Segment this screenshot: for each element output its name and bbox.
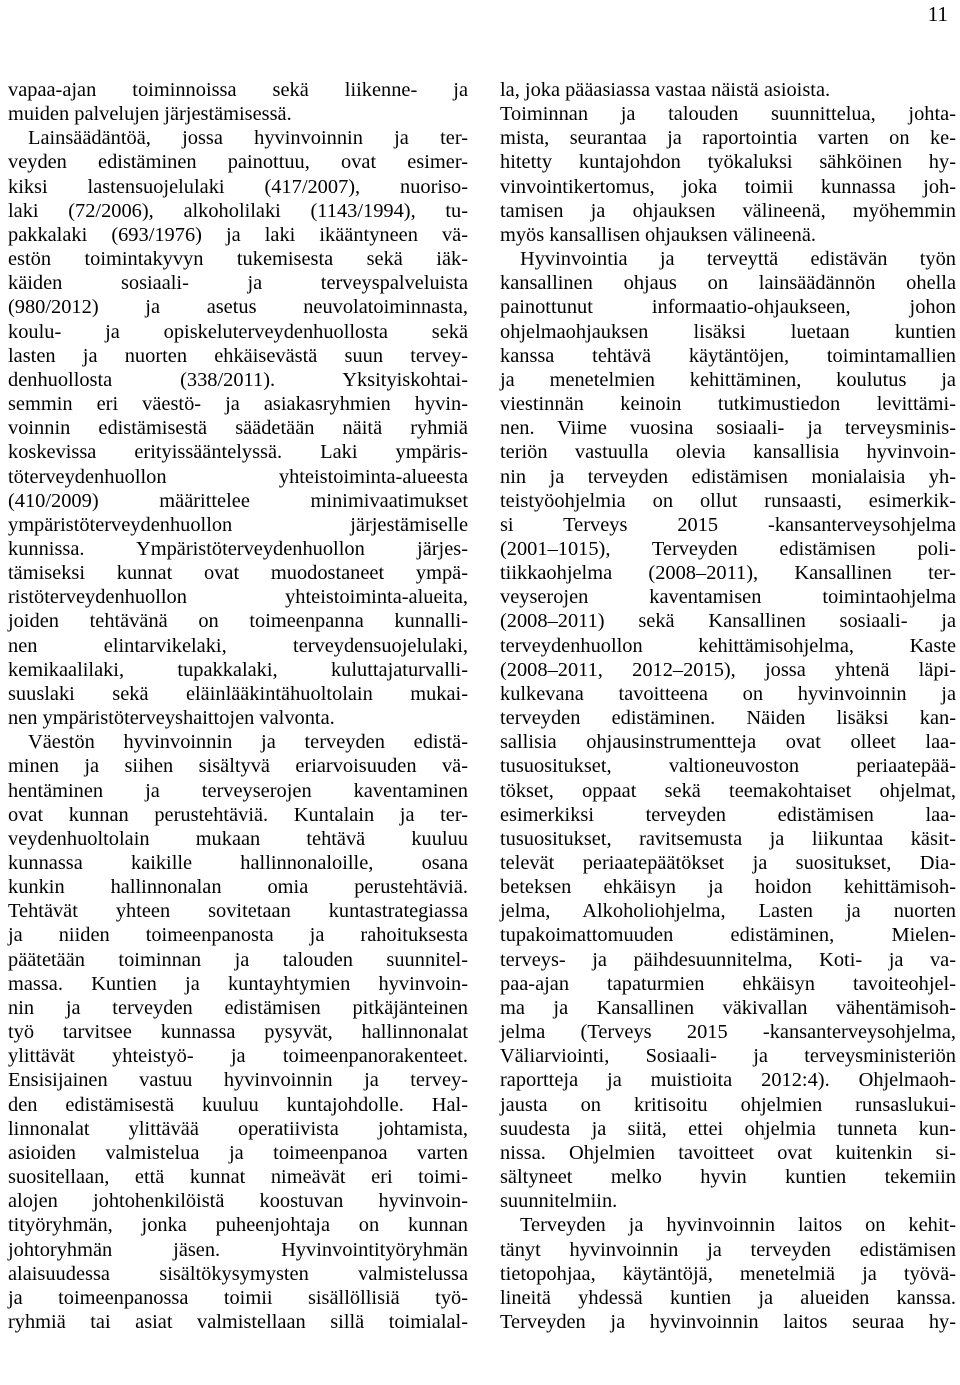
text-line: minen ja siihen sisältyvä eriarvoisuuden vä- — [8, 755, 468, 778]
text-line: paa-ajan tapaturmien ehkäisyn tavoiteohjel- — [500, 972, 956, 995]
text-line: alaisuudessa sisältökysymysten valmistelussa — [8, 1262, 468, 1285]
text-line: terveydenhuollon kehittämisohjelma, Kaste — [500, 634, 956, 657]
text-line: tiikkaohjelma (2008–2011), Kansallinen ter- — [500, 562, 956, 585]
text-line: Ensisijainen vastuu hyvinvoinnin ja tervey- — [8, 1069, 468, 1092]
text-line: kanssa tehtävä käytäntöjen, toimintamallien — [500, 344, 956, 367]
text-line: (2008–2011) sekä Kansallinen sosiaali- ja — [500, 610, 956, 633]
text-line: linnonalat ylittävää operatiivista johtamista, — [8, 1117, 468, 1140]
text-line: tämiseksi kunnat ovat muodostaneet ympä- — [8, 562, 468, 585]
text-line: veydenhuoltolain mukaan tehtävä kuuluu — [8, 827, 468, 850]
text-line: alojen johtohenkilöistä koostuvan hyvinvoin- — [8, 1190, 468, 1213]
text-line: hentäminen ja terveyserojen kaventaminen — [8, 779, 468, 802]
text-line: Lainsäädäntöä, jossa hyvinvoinnin ja ter- — [28, 127, 468, 150]
text-line: terveys- ja päihdesuunnitelma, Koti- ja va- — [500, 948, 956, 971]
text-line: suunnitelmiin. — [500, 1190, 618, 1213]
text-line: kunnissa. Ympäristöterveydenhuollon järjes- — [8, 537, 468, 560]
text-line: Tehtävät yhteen sovitetaan kuntastrategiassa — [8, 900, 468, 923]
text-line: vinvointikertomus, joka toimii kunnassa joh- — [500, 175, 956, 198]
text-line: ristöterveydenhuollon yhteistoiminta-alueita, — [8, 586, 468, 609]
text-line: estön toimintakyvyn tukemisesta sekä iäk- — [8, 248, 468, 271]
text-line: tamisen ja ohjauksen välineenä, myöhemmin — [500, 199, 956, 222]
text-line: Terveyden ja hyvinvoinnin laitos on kehit- — [520, 1214, 956, 1237]
text-line: teriön vastuulla olevia kansallisia hyvinvoin- — [500, 441, 956, 464]
text-line: (980/2012) ja asetus neuvolatoiminnasta, — [8, 296, 468, 319]
text-line: massa. Kuntien ja kuntayhtymien hyvinvoin- — [8, 972, 468, 995]
text-line: jelma (Terveys 2015 -kansanterveysohjelma, — [500, 1021, 956, 1044]
text-line: pakkalaki (693/1976) ja laki ikääntyneen vä- — [8, 223, 468, 246]
text-line: nen ympäristöterveyshaittojen valvonta. — [8, 707, 335, 730]
text-line: koulu- ja opiskeluterveydenhuollosta sekä — [8, 320, 468, 343]
text-line: (2008–2011, 2012–2015), jossa yhtenä läpi- — [500, 658, 956, 681]
text-line: painottunut informaatio-ohjaukseen, johon — [500, 296, 956, 319]
text-line: esimerkiksi terveyden edistämisen laa- — [500, 803, 956, 826]
text-line: Väliarviointi, Sosiaali- ja terveysministeriön — [500, 1045, 956, 1068]
text-line: ja menetelmien kehittäminen, koulutus ja — [500, 368, 956, 391]
text-line: koskevissa erityissääntelyssä. Laki ympäris- — [8, 441, 468, 464]
text-line: ylittävät yhteistyö- ja toimeenpanorakenteet. — [8, 1045, 468, 1068]
text-line: terveyden edistäminen. Näiden lisäksi kan- — [500, 707, 956, 730]
text-line: suudesta ja siitä, ettei ohjelmia tunneta kun- — [500, 1117, 956, 1140]
text-line: suuslaki sekä eläinlääkintähuoltolain mukai- — [8, 682, 468, 705]
text-line: sältyneet melko hyvin kuntien tekemiin — [500, 1166, 956, 1189]
text-line: tupakoimattomuuden edistäminen, Mielen- — [500, 924, 956, 947]
text-line: nen. Viime vuosina sosiaali- ja terveysminis- — [500, 417, 956, 440]
text-line: laki (72/2006), alkoholilaki (1143/1994), tu- — [8, 199, 468, 222]
text-line: semmin eri väestö- ja asiakasryhmien hyvin- — [8, 393, 468, 416]
text-line: kansallinen ohjaus on lainsäädännön ohella — [500, 272, 956, 295]
text-line: viestinnän keinoin tutkimustiedon levittämi- — [500, 393, 956, 416]
text-line: kulkevana tavoitteena on hyvinvoinnin ja — [500, 682, 956, 705]
text-line: (2001–1015), Terveyden edistämisen poli- — [500, 537, 956, 560]
text-line: töterveydenhuollon yhteistoiminta-alueesta — [8, 465, 468, 488]
text-line: lasten ja nuorten ehkäisevästä suun tervey- — [8, 344, 468, 367]
text-line: jelma, Alkoholiohjelma, Lasten ja nuorten — [500, 900, 956, 923]
text-line: johtoryhmän jäsen. Hyvinvointityöryhmän — [8, 1238, 468, 1261]
text-line: tusuositukset, ravitsemusta ja liikuntaa käsit- — [500, 827, 956, 850]
right-text-column — [500, 78, 956, 1334]
text-line: kunkin hallinnonalan omia perustehtäviä. — [8, 876, 468, 899]
text-line: televät periaatepäätökset ja suositukset, Dia- — [500, 852, 956, 874]
text-line: (410/2009) määrittelee minimivaatimukset — [8, 489, 468, 512]
text-line: den edistämisestä kuuluu kuntajohdolle. Hal- — [8, 1093, 468, 1116]
text-line: Hyvinvointia ja terveyttä edistävän työn — [520, 248, 956, 271]
text-line: nen elintarvikelaki, terveydensuojelulaki, — [8, 634, 468, 657]
left-text-column — [8, 78, 468, 1334]
text-line: kunnassa kaikille hallinnonaloille, osana — [8, 852, 468, 874]
text-line: suositellaan, että kunnat nimeävät eri toimi- — [8, 1166, 468, 1189]
text-line: ryhmiä tai asiat valmistellaan sillä toimialal- — [8, 1310, 468, 1333]
text-line: käiden sosiaali- ja terveyspalveluista — [8, 272, 468, 295]
text-line: Väestön hyvinvoinnin ja terveyden edistä- — [28, 731, 468, 754]
text-line: nin ja terveyden edistämisen monialaisia yh- — [500, 465, 956, 488]
text-line: asioiden valmistelua ja toimeenpanoa varten — [8, 1141, 468, 1164]
text-line: nin ja terveyden edistämisen pitkäjänteinen — [8, 996, 468, 1019]
text-line: tusuositukset, valtioneuvoston periaatepää- — [500, 755, 956, 778]
text-line: työ tarvitsee kunnassa pysyvät, hallinnonalat — [8, 1021, 468, 1044]
text-line: sallisia ohjausinstrumentteja ovat olleet laa- — [500, 731, 956, 754]
text-line: raportteja ja muistioita 2012:4). Ohjelmaoh- — [500, 1069, 956, 1092]
text-line: voinnin edistämisestä säädetään näitä ryhmiä — [8, 417, 468, 440]
text-line: lineitä yhdessä kuntien ja alueiden kanssa. — [500, 1286, 956, 1309]
text-line: ympäristöterveydenhuollon järjestämiselle — [8, 513, 468, 536]
text-line: si Terveys 2015 -kansanterveysohjelma — [500, 513, 956, 536]
text-line: tänyt hyvinvoinnin ja terveyden edistämisen — [500, 1238, 956, 1261]
text-line: päätetään toiminnan ja talouden suunnitel- — [8, 948, 468, 971]
text-line: Toiminnan ja talouden suunnittelua, johta- — [500, 103, 956, 126]
text-line: teistyöohjelmia on ollut runsaasti, esimerkik- — [500, 489, 956, 512]
text-line: nissa. Ohjelmien tavoitteet ovat kuitenkin si- — [500, 1141, 956, 1164]
text-line: veyserojen kaventamisen toimintaohjelma — [500, 586, 956, 609]
text-line: jausta on kritisoitu ohjelmien runsaslukui- — [500, 1093, 956, 1116]
text-line: Terveyden ja hyvinvoinnin laitos seuraa hy- — [500, 1310, 956, 1333]
text-line: tökset, oppaat sekä teemakohtaiset ohjelmat, — [500, 779, 956, 802]
page-number: 11 — [927, 2, 948, 26]
text-line: tityöryhmän, jonka puheenjohtaja on kunnan — [8, 1214, 468, 1237]
text-line: mista, seurantaa ja raportointia varten on ke- — [500, 127, 956, 150]
text-line: hitetty kuntajohdon työkaluksi sähköinen hy- — [500, 151, 956, 174]
text-line: ohjelmaohjauksen lisäksi luetaan kuntien — [500, 320, 956, 343]
text-line: la, joka pääasiassa vastaa näistä asioista. — [500, 79, 831, 101]
text-line: joiden tehtävänä on toimeenpanna kunnalli- — [8, 610, 468, 633]
text-line: muiden palvelujen järjestämisessä. — [8, 103, 292, 126]
text-line: beteksen ehkäisyn ja hoidon kehittämisoh- — [500, 876, 956, 899]
text-line: myös kansallisen ohjauksen välineenä. — [500, 223, 816, 246]
text-line: tietopohjaa, käytäntöjä, menetelmiä ja työvä- — [500, 1262, 956, 1285]
text-line: veyden edistäminen painottuu, ovat esimer- — [8, 151, 468, 174]
text-line: denhuollosta (338/2011). Yksityiskohtai- — [8, 368, 468, 391]
text-line: vapaa-ajan toiminnoissa sekä liikenne- ja — [8, 79, 468, 101]
text-line: kiksi lastensuojelulaki (417/2007), nuoriso- — [8, 175, 468, 198]
text-line: ja toimeenpanossa toimii sisällöllisiä työ- — [8, 1286, 468, 1309]
text-line: kemikaalilaki, tupakkalaki, kuluttajaturvalli- — [8, 658, 468, 681]
text-line: ma ja Kansallinen väkivallan vähentämisoh- — [500, 996, 956, 1019]
text-line: ja niiden toimeenpanosta ja rahoituksesta — [8, 924, 468, 947]
text-line: ovat kunnan perustehtäviä. Kuntalain ja ter- — [8, 803, 468, 826]
